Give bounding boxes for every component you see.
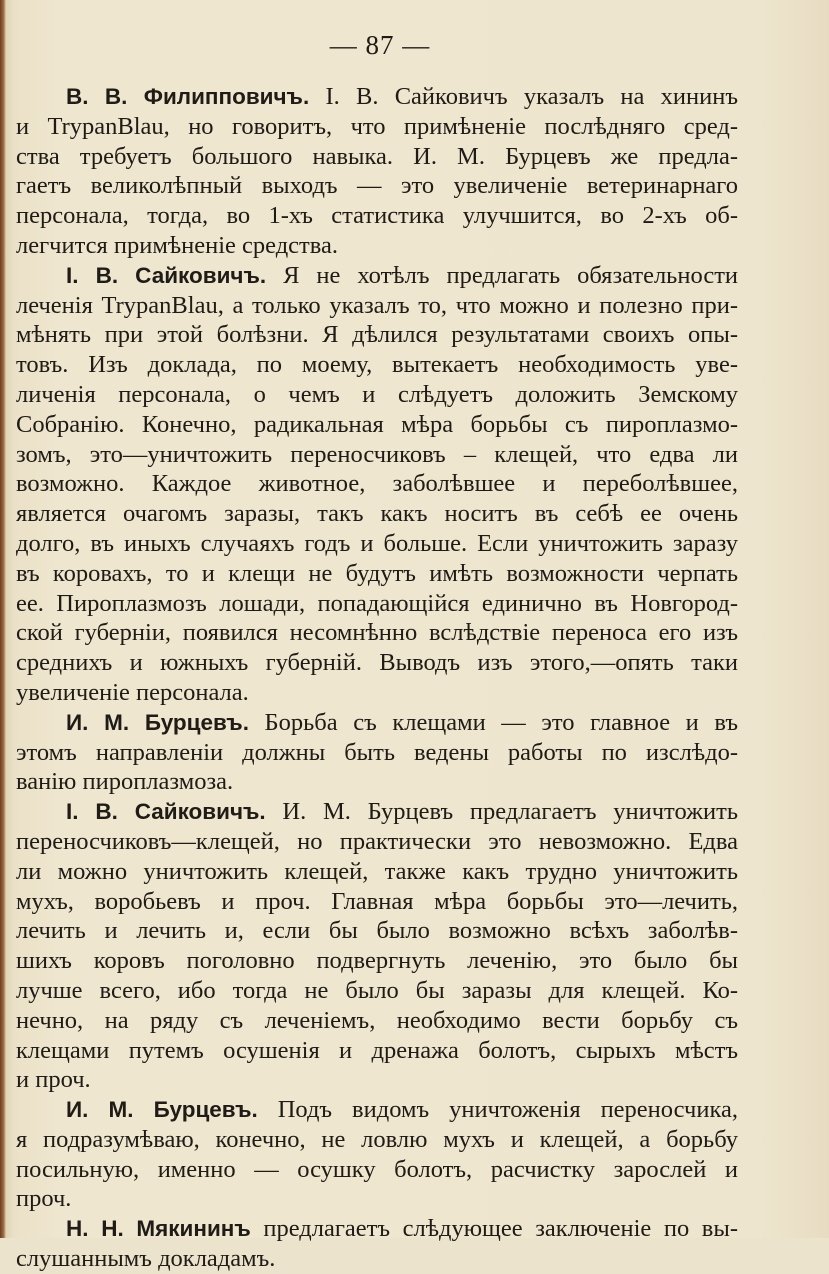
text-line: ской губерніи, появился несомнѣнно вслѣдствіе переноса его изъ xyxy=(16,619,738,647)
text-line: этомъ направленіи должны быть ведены работы по изслѣдо- xyxy=(16,738,738,766)
text-line: ее. Пироплазмозъ лошади, попадающійся единично въ Новгород- xyxy=(16,589,738,617)
text-line: мѣнять при этой болѣзни. Я дѣлился результатами своихъ опы- xyxy=(16,321,738,349)
text-line: персонала, тогда, во 1-хъ статистика улучшится, во 2-хъ об- xyxy=(16,202,738,230)
text-line: среднихъ и южныхъ губерній. Выводъ изъ этого,—опять таки xyxy=(16,649,738,677)
text-line: шихъ коровъ поголовно подвергнуть леченію, это было бы xyxy=(16,947,738,975)
speech-paragraph xyxy=(16,797,738,1095)
text-line: ли можно уничтожить клещей, также какъ трудно уничтожить xyxy=(16,857,738,885)
text-line: В. В. Филипповичъ. І. В. Сайковичъ указалъ на хининъ xyxy=(66,83,739,110)
text-line: клещами путемъ осушенія и дренажа болотъ, сырыхъ мѣстъ xyxy=(16,1036,738,1064)
text-line: личенія персонала, о чемъ и слѣдуетъ доложить Земскому xyxy=(16,380,738,408)
speech-paragraph xyxy=(16,82,738,261)
text-line: мухъ, воробьевъ и проч. Главная мѣра борьбы это—лечить, xyxy=(16,887,738,915)
text-line: въ коровахъ, то и клещи не будутъ имѣть возможности черпать xyxy=(16,559,738,587)
text-line: проч. xyxy=(16,1185,72,1213)
text-line: ванію пироплазмоза. xyxy=(16,768,234,796)
text-line: возможно. Каждое животное, заболѣвшее и переболѣвшее, xyxy=(16,470,738,498)
text-line: И. М. Бурцевъ. Борьба съ клещами — это главное и въ xyxy=(66,708,739,736)
text-line: лучше всего, ибо тогда не было бы заразы для клещей. Ко- xyxy=(16,976,738,1004)
speech-paragraph xyxy=(16,1214,738,1274)
text-line: посильную, именно — осушку болотъ, расчистку зарослей и xyxy=(16,1155,738,1183)
text-line: ства требуетъ большого навыка. И. М. Бурцевъ же предла- xyxy=(16,142,738,170)
text-line: переносчиковъ—клещей, но практически это невозможно. Едва xyxy=(16,827,738,855)
speech-paragraph xyxy=(16,261,738,708)
speech-paragraph xyxy=(16,708,738,797)
text-line: и TrypanBlau, но говоритъ, что примѣненіе послѣдняго сред- xyxy=(16,112,738,140)
text-line: и проч. xyxy=(16,1066,91,1094)
speaker-name: И. М. Бурцевъ. xyxy=(66,1097,258,1123)
page-number: — 87 — xyxy=(329,30,431,60)
speech-paragraph xyxy=(16,1095,738,1214)
text-line: І. В. Сайковичъ. Я не хотѣлъ предлагать обязательности xyxy=(66,261,739,289)
text-line: Собранію. Конечно, радикальная мѣра борьбы съ пироплазмо- xyxy=(16,410,738,438)
text-line: долго, въ иныхъ случаяхъ годъ и больше. Если уничтожить заразу xyxy=(16,529,738,557)
text-line: Н. Н. Мякининъ предлагаетъ слѣдующее заключеніе по вы- xyxy=(66,1215,738,1243)
text-line: леченія TrypanBlau, а только указалъ то, что можно и полезно при- xyxy=(16,291,738,319)
text-line: І. В. Сайковичъ. И. М. Бурцевъ предлагаетъ уничтожить xyxy=(66,798,739,826)
text-line: нечно, на ряду съ леченіемъ, необходимо вести борьбу съ xyxy=(16,1006,738,1034)
text-line: лечить и лечить и, если бы было возможно всѣхъ заболѣв- xyxy=(16,917,738,945)
speaker-name: І. В. Сайковичъ. xyxy=(66,799,266,825)
text-line: слушаннымъ докладамъ. xyxy=(16,1245,276,1273)
speaker-name: В. В. Филипповичъ. xyxy=(66,84,310,109)
speaker-name: И. М. Бурцевъ. xyxy=(66,709,249,735)
text-line: увеличеніе персонала. xyxy=(16,678,249,706)
text-line: зомъ, это—уничтожить переносчиковъ – клещей, что едва ли xyxy=(16,440,738,468)
text-line: гаетъ великолѣпный выходъ — это увеличеніе ветеринарнаго xyxy=(16,172,738,200)
binding-edge xyxy=(0,0,6,1238)
page-body xyxy=(16,82,738,1274)
text-line: легчится примѣненіе средства. xyxy=(16,231,339,259)
speaker-name: І. В. Сайковичъ. xyxy=(66,262,267,288)
text-line: товъ. Изъ доклада, по моему, вытекаетъ необходимость уве- xyxy=(16,351,738,379)
text-line: является очагомъ заразы, такъ какъ носитъ въ себѣ ее очень xyxy=(16,500,738,528)
text-line: я подразумѣваю, конечно, не ловлю мухъ и клещей, а борьбу xyxy=(16,1125,738,1153)
speaker-name: Н. Н. Мякининъ xyxy=(66,1216,251,1242)
text-line: И. М. Бурцевъ. Подъ видомъ уничтоженія переносчика, xyxy=(66,1096,739,1124)
